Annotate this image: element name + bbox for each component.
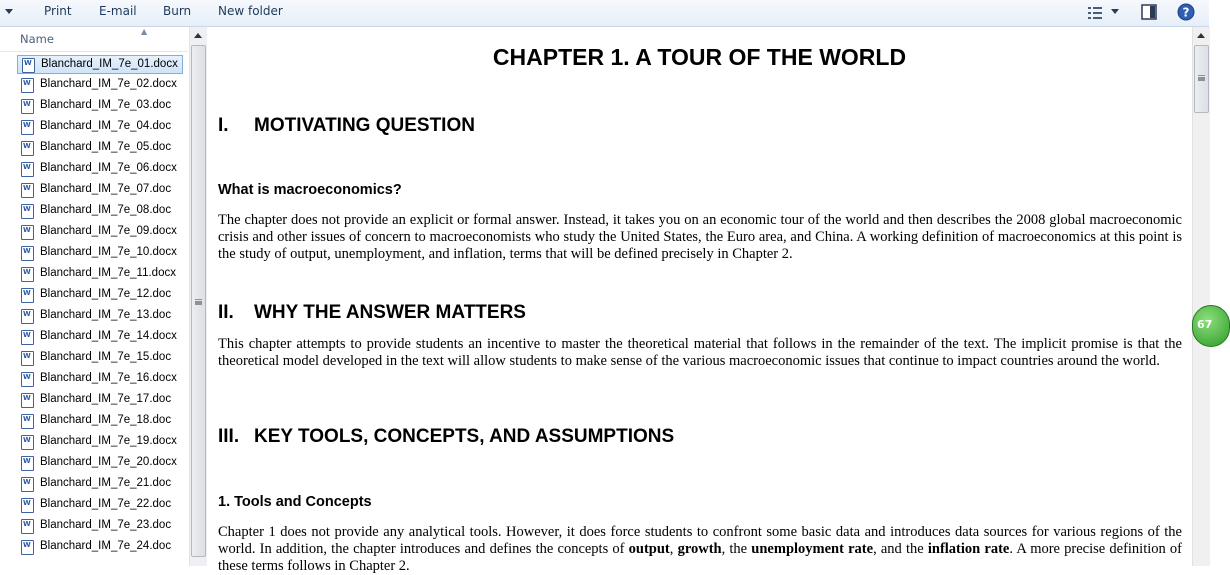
organize-dropdown-icon[interactable]: [5, 9, 13, 14]
term-inflation-rate: inflation rate: [927, 541, 1010, 557]
word-document-icon: [21, 372, 34, 387]
file-name: Blanchard_IM_7e_16.docx: [40, 372, 177, 384]
word-document-icon: [21, 99, 34, 114]
file-item[interactable]: [17, 118, 183, 137]
view-options-icon[interactable]: [1087, 5, 1103, 19]
separator-1: ,: [669, 541, 678, 557]
file-name: Blanchard_IM_7e_09.docx: [40, 225, 177, 237]
file-name: Blanchard_IM_7e_14.docx: [40, 330, 177, 342]
document-scrollbar-thumb[interactable]: [1194, 45, 1209, 113]
file-item[interactable]: [17, 391, 183, 410]
file-name: Blanchard_IM_7e_06.docx: [40, 162, 177, 174]
doc-scroll-up-arrow-icon[interactable]: [1197, 33, 1205, 38]
file-name: Blanchard_IM_7e_17.doc: [40, 393, 172, 405]
file-item[interactable]: [17, 244, 183, 263]
separator-3: , and the: [873, 541, 928, 557]
section-number-1: I.: [218, 115, 229, 136]
name-column-header[interactable]: [0, 27, 188, 52]
help-icon[interactable]: [1177, 3, 1195, 21]
word-document-icon: [21, 162, 34, 177]
file-name: Blanchard_IM_7e_18.doc: [40, 414, 172, 426]
term-growth: growth: [677, 541, 722, 557]
section-number-3: III.: [218, 426, 240, 447]
word-document-icon: [21, 540, 34, 555]
word-document-icon: [21, 309, 34, 324]
file-name: Blanchard_IM_7e_23.doc: [40, 519, 172, 531]
section-title-2: WHY THE ANSWER MATTERS: [254, 302, 526, 323]
paragraph-1: The chapter does not provide an explicit or formal answer. Instead, it takes you on an economic tour of the world and then describes the 2008 global macroeconomic crisis and other issues of concern to macroeconomists who study the United States, the Euro area, and China. A working definition of macroeconomics at this point is the study of output, unemployment, and inflation, terms that will be defined precisely in Chapter 2.: [218, 212, 1182, 262]
word-document-icon: [21, 414, 34, 429]
file-item[interactable]: [17, 349, 183, 368]
paragraph-3-intro: Chapter 1 does not provide any analytical tools. However, it does force students to confront some basic data and introduces data sources for various regions of the world. In addition, the chapter introduces and defines the concepts of: [218, 524, 1182, 557]
word-document-icon: [21, 393, 34, 408]
svg-text:?: ?: [1182, 5, 1190, 20]
word-document-icon: [21, 78, 34, 93]
word-document-icon: [22, 58, 35, 73]
file-item[interactable]: [17, 223, 183, 242]
file-name: Blanchard_IM_7e_13.doc: [40, 309, 172, 321]
section-title-1: MOTIVATING QUESTION: [254, 115, 475, 136]
file-name: Blanchard_IM_7e_03.doc: [40, 99, 172, 111]
word-document-icon: [21, 246, 34, 261]
burn-button[interactable]: Burn: [163, 4, 192, 18]
word-document-icon: [21, 351, 34, 366]
paragraph-2: This chapter attempts to provide students an incentive to master the theoretical material that follows in the remainder of the text. The implicit promise is that the theoretical model developed in the text will allow students to make sense of the various macroeconomic issues that continue to impact countries around the world.: [218, 336, 1182, 369]
email-button[interactable]: E-mail: [99, 4, 137, 18]
file-name: Blanchard_IM_7e_24.doc: [40, 540, 172, 552]
file-item[interactable]: [17, 97, 183, 116]
word-document-icon: [21, 477, 34, 492]
word-document-icon: [21, 456, 34, 471]
section-heading-1: [218, 115, 475, 137]
section-heading-3: [218, 426, 674, 448]
file-item[interactable]: [17, 139, 183, 158]
file-name: Blanchard_IM_7e_02.docx: [40, 78, 177, 90]
file-name: Blanchard_IM_7e_10.docx: [40, 246, 177, 258]
file-item[interactable]: [17, 307, 183, 326]
file-name: Blanchard_IM_7e_20.docx: [40, 456, 177, 468]
left-scrollbar-thumb[interactable]: [191, 45, 206, 557]
word-document-icon: [21, 204, 34, 219]
section-title-3: KEY TOOLS, CONCEPTS, AND ASSUMPTIONS: [254, 426, 675, 447]
paragraph-3-end: . A more precise definition of these terms follows in Chapter 2.: [218, 541, 1183, 574]
file-name: Blanchard_IM_7e_07.doc: [40, 183, 172, 195]
document-title: CHAPTER 1. A TOUR OF THE WORLD: [492, 44, 907, 70]
file-list-pane: [0, 27, 207, 566]
new-folder-button[interactable]: New folder: [218, 4, 283, 18]
file-name: Blanchard_IM_7e_15.doc: [40, 351, 172, 363]
file-name: Blanchard_IM_7e_11.docx: [40, 267, 176, 279]
view-dropdown-icon[interactable]: [1111, 9, 1119, 14]
file-item[interactable]: [17, 412, 183, 431]
file-item[interactable]: [17, 517, 183, 536]
file-item[interactable]: [17, 181, 183, 200]
term-unemployment-rate: unemployment rate: [751, 541, 874, 557]
file-item[interactable]: [17, 76, 183, 95]
word-document-icon: [21, 435, 34, 450]
file-item[interactable]: [17, 328, 183, 347]
file-item[interactable]: [17, 202, 183, 221]
word-document-icon: [21, 519, 34, 534]
file-item[interactable]: [17, 370, 183, 389]
badge-count: 67: [1197, 318, 1213, 331]
file-item[interactable]: [17, 433, 183, 452]
floating-badge[interactable]: [1192, 305, 1230, 347]
file-name: Blanchard_IM_7e_08.doc: [40, 204, 172, 216]
file-item[interactable]: [17, 265, 183, 284]
word-document-icon: [21, 288, 34, 303]
file-name: Blanchard_IM_7e_12.doc: [40, 288, 172, 300]
left-scrollbar[interactable]: [189, 27, 207, 566]
word-document-icon: [21, 330, 34, 345]
file-name: Blanchard_IM_7e_21.doc: [40, 477, 172, 489]
word-document-icon: [21, 141, 34, 156]
sort-ascending-icon: ▲: [141, 27, 148, 36]
file-name: Blanchard_IM_7e_05.doc: [40, 141, 172, 153]
word-document-icon: [21, 225, 34, 240]
file-name: Blanchard_IM_7e_01.docx: [41, 58, 178, 70]
word-document-icon: [21, 498, 34, 513]
separator-2: , the: [721, 541, 752, 557]
word-document-icon: [21, 267, 34, 282]
preview-pane-icon[interactable]: [1141, 4, 1157, 20]
file-item[interactable]: [17, 496, 183, 515]
name-column-label: Name: [20, 32, 54, 46]
file-item[interactable]: [17, 286, 183, 305]
section-number-2: II.: [218, 302, 234, 323]
word-document-icon: [21, 183, 34, 198]
file-item[interactable]: [17, 55, 183, 74]
document-scrollbar[interactable]: [1192, 27, 1213, 566]
file-item[interactable]: [17, 160, 183, 179]
file-item[interactable]: [17, 454, 183, 473]
section-heading-2: [218, 302, 526, 324]
subheading-tools-concepts: 1. Tools and Concepts: [218, 494, 372, 510]
document-preview: [207, 27, 1192, 574]
word-document-icon: [21, 120, 34, 135]
scroll-up-arrow-icon[interactable]: [194, 33, 202, 38]
file-name: Blanchard_IM_7e_22.doc: [40, 498, 172, 510]
file-item[interactable]: [17, 538, 183, 557]
print-button[interactable]: Print: [44, 4, 72, 18]
term-output: output: [628, 541, 670, 557]
file-name: Blanchard_IM_7e_04.doc: [40, 120, 172, 132]
file-item[interactable]: [17, 475, 183, 494]
file-name: Blanchard_IM_7e_19.docx: [40, 435, 177, 447]
paragraph-3: [218, 524, 1182, 575]
command-bar: [0, 0, 1209, 27]
subheading-what-is-macro: What is macroeconomics?: [218, 182, 402, 198]
